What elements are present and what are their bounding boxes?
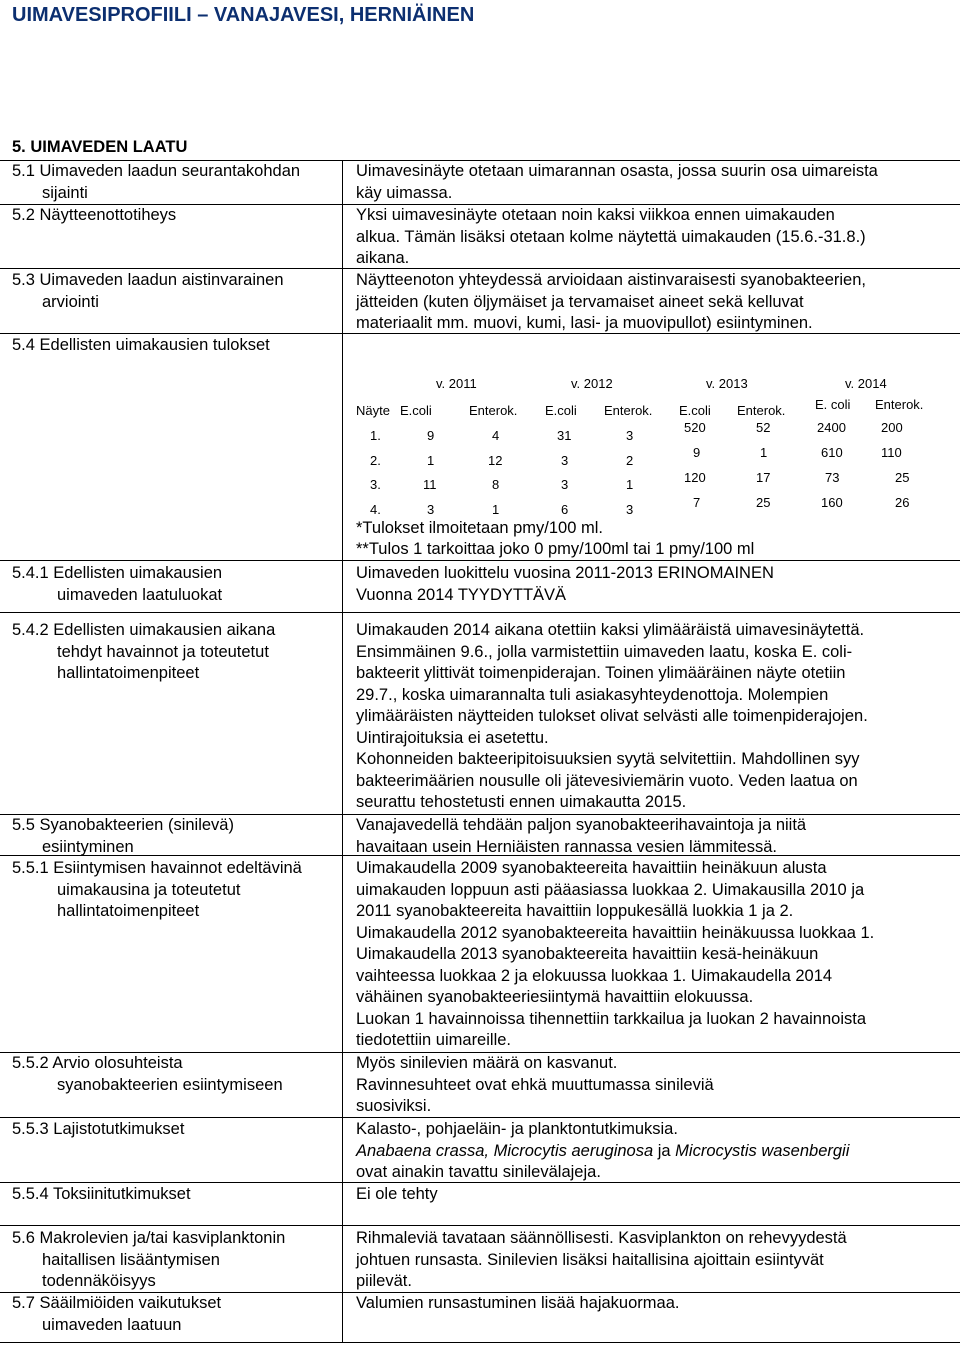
table-cell: 1: [427, 453, 435, 468]
sample-label: 3.: [370, 477, 381, 492]
results-note: *Tulokset ilmoitetaan pmy/100 ml.: [356, 519, 603, 537]
table-cell: 26: [895, 495, 910, 510]
row-divider: [0, 612, 960, 613]
column-header: E.coli: [545, 403, 577, 418]
table-cell: 8: [492, 477, 500, 492]
section-title: 5. UIMAVEDEN LAATU: [12, 138, 188, 156]
row-5-5-2-label: 5.5.2 Arvio olosuhteista syanobakteerien esiintymiseen: [12, 1054, 283, 1094]
column-header: Enterok.: [875, 397, 924, 412]
row-5-6-label: 5.6 Makrolevien ja/tai kasviplanktonin haitallisen lisääntymisen todennäköisyys: [12, 1229, 286, 1290]
row-5-5-3-value: Kalasto-, pohjaeläin- ja planktontutkimuksia. Anabaena crassa, Microcytis aeruginosa ja Microcystis wasenbergii ovat ainakin tavattu sinilevälajeja.: [356, 1120, 850, 1181]
row-5-5-4-label: 5.5.4 Toksiinitutkimukset: [12, 1185, 191, 1203]
table-cell: 1: [760, 445, 768, 460]
row-5-7-value: Valumien runsastuminen lisää hajakuormaa.: [356, 1294, 680, 1312]
sample-label: 2.: [370, 453, 381, 468]
table-cell: 9: [693, 445, 701, 460]
column-header: E.coli: [679, 403, 711, 418]
table-cell: 110: [881, 445, 902, 460]
row-5-6-value: Rihmaleviä tavataan säännöllisesti. Kasviplankton on rehevyydestä johtuen runsasta. Sinilevien lisäksi haitallisina ajoittain esiintyvät piilevät.: [356, 1229, 847, 1290]
table-cell: 2400: [817, 420, 846, 435]
table-cell: 25: [756, 495, 771, 510]
row-divider: [0, 1225, 960, 1226]
column-divider: [342, 160, 343, 1343]
table-cell: 17: [756, 470, 771, 485]
table-cell: 3: [626, 502, 634, 517]
year-header: v. 2013: [706, 376, 748, 391]
table-cell: 3: [626, 428, 634, 443]
table-cell: 610: [821, 445, 843, 460]
table-cell: 1: [626, 477, 634, 492]
row-5-4-1-value: Uimaveden luokittelu vuosina 2011-2013 ERINOMAINEN Vuonna 2014 TYYDYTTÄVÄ: [356, 564, 774, 604]
row-5-1-label: 5.1 Uimaveden laadun seurantakohdan sijainti: [12, 162, 301, 202]
row-5-2-label: 5.2 Näytteenottotiheys: [12, 206, 177, 224]
column-header: Enterok.: [469, 403, 518, 418]
column-header: Enterok.: [737, 403, 786, 418]
row-5-1-value: Uimavesinäyte otetaan uimarannan osasta, jossa suurin osa uimareista käy uimassa.: [356, 162, 878, 202]
table-cell: 3: [561, 477, 569, 492]
table-cell: 120: [684, 470, 706, 485]
row-5-4-label: 5.4 Edellisten uimakausien tulokset: [12, 336, 270, 354]
row-5-2-value: Yksi uimavesinäyte otetaan noin kaksi viikkoa ennen uimakauden alkua. Tämän lisäksi otetaan kolme näytettä uimakauden (15.6.-31.8.) aikana.: [356, 206, 866, 267]
year-header: v. 2011: [436, 376, 477, 391]
row-5-5-3-label: 5.5.3 Lajistotutkimukset: [12, 1120, 185, 1138]
page-title: UIMAVESIPROFIILI – VANAJAVESI, HERNIÄINEN: [12, 4, 475, 26]
column-header: E.coli: [400, 403, 432, 418]
row-5-7-label: 5.7 Sääilmiöiden vaikutukset uimaveden laatuun: [12, 1294, 222, 1334]
table-cell: 160: [821, 495, 843, 510]
row-5-5-2-value: Myös sinilevien määrä on kasvanut. Ravinnesuhteet ovat ehkä muuttumassa sinileviä suosiviksi.: [356, 1054, 714, 1115]
table-cell: 6: [561, 502, 569, 517]
table-cell: 4: [492, 428, 500, 443]
column-header: Enterok.: [604, 403, 653, 418]
sample-label: 4.: [370, 502, 381, 517]
table-cell: 73: [825, 470, 840, 485]
row-5-5-value: Vanajavedellä tehdään paljon syanobakteerihavaintoja ja niitä havaitaan usein Herniäisten rannassa vesien lämmitessä.: [356, 816, 807, 856]
row-5-5-label: 5.5 Syanobakteerien (sinilevä) esiintyminen: [12, 816, 234, 856]
row-5-5-4-value: Ei ole tehty: [356, 1185, 438, 1203]
table-cell: 1: [492, 502, 500, 517]
table-cell: 200: [881, 420, 903, 435]
row-5-3-label: 5.3 Uimaveden laadun aistinvarainen arviointi: [12, 271, 284, 311]
table-cell: 11: [423, 477, 437, 492]
results-note: **Tulos 1 tarkoittaa joko 0 pmy/100ml tai 1 pmy/100 ml: [356, 540, 755, 558]
sample-column-header: Näyte: [356, 403, 390, 418]
row-5-4-1-label: 5.4.1 Edellisten uimakausien uimaveden laatuluokat: [12, 564, 223, 604]
table-cell: 2: [626, 453, 634, 468]
year-header: v. 2012: [571, 376, 613, 391]
row-5-4-2-value: Uimakauden 2014 aikana otettiin kaksi ylimääräistä uimavesinäytettä. Ensimmäinen 9.6., jolla varmistettiin uimaveden laatu, koska E. coli- bakteerit ylittivät toimenpiderajan. Toinen ylimääräinen näyte otetiin 29.7., koska uimarannalta tuli asiakasyhteydenottoja. Molempien ylimääräisten näytteiden tulokset olivat selvästi alle toimenpiderajojen. Uintirajoituksia ei asetettu. Kohonneiden bakteeripitoisuuksien syytä selvitettiin. Mahdollinen syy bakteerimäärien nousulle oli jätevesiviemärin vuoto. Veden laatua on seurattu tehostetusti ennen uimakautta 2015.: [356, 621, 868, 811]
row-5-5-1-label: 5.5.1 Esiintymisen havainnot edeltävinä uimakausina ja toteutetut hallintatoimenpiteet: [12, 859, 302, 920]
table-cell: 12: [488, 453, 503, 468]
row-5-5-1-value: Uimakaudella 2009 syanobakteereita havaittiin heinäkuun alusta uimakauden loppuun asti pääasiassa luokkaa 2. Uimakausilla 2010 ja 2011 syanobakteereita havaittiin loppukesällä luokkia 1 ja 2. Uimakaudella 2012 syanobakteereita havaittiin heinäkuussa luokkaa 1. Uimakaudella 2013 syanobakteereita havaittiin kesä-heinäkuun vaihteessa luokkaa 2 ja elokuussa luokkaa 1. Uimakaudella 2014 vähäinen syanobakteeriesiintymä havaittiin elokuussa. Luokan 1 havainnoissa tihennettiin tarkkailua ja luokan 2 havainnoista tiedotettiin uimareille.: [356, 859, 875, 1049]
year-header: v. 2014: [845, 376, 887, 391]
table-cell: 520: [684, 420, 706, 435]
sample-label: 1.: [370, 428, 381, 443]
table-cell: 9: [427, 428, 435, 443]
row-5-3-value: Näytteenoton yhteydessä arvioidaan aistinvaraisesti syanobakteerien, jätteiden (kuten öljymäiset ja tervamaiset aineet sekä kelluvat materiaalit mm. muovi, kumi, lasi- ja muovipullot) esiintyminen.: [356, 271, 866, 332]
column-header: E. coli: [815, 397, 851, 412]
table-cell: 31: [557, 428, 572, 443]
table-cell: 25: [895, 470, 910, 485]
row-divider: [0, 1342, 960, 1343]
table-cell: 7: [693, 495, 701, 510]
table-cell: 3: [427, 502, 435, 517]
table-cell: 3: [561, 453, 569, 468]
row-5-4-2-label: 5.4.2 Edellisten uimakausien aikana tehdyt havainnot ja toteutetut hallintatoimenpiteet: [12, 621, 276, 682]
table-cell: 52: [756, 420, 771, 435]
